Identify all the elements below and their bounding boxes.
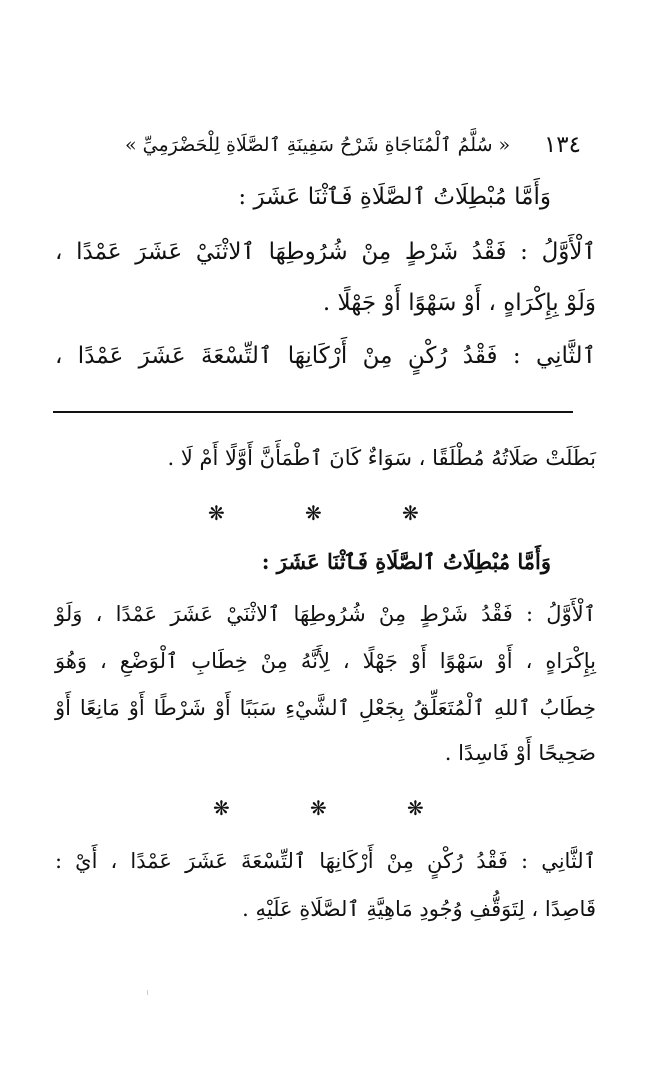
star-ornament-icon: ❋ <box>213 796 230 820</box>
main-text-line-2: ٱلْأَوَّلُ : فَقْدُ شَرْطٍ مِنْ شُرُوطِهَا ٱلاثْنَيْ عَشَرَ عَمْدًا ، <box>55 239 596 265</box>
commentary-continuation: بَطَلَتْ صَلَاتُهُ مُطْلَقًا ، سَوَاءٌ كَانَ ٱطْمَأَنَّ أَوَّلًا أَمْ لَا . <box>167 446 596 470</box>
page-number: ١٣٤ <box>543 132 581 158</box>
commentary-line-5: ٱلثَّانِي : فَقْدُ رُكْنٍ مِنْ أَرْكَانِهَا ٱلتِّسْعَةَ عَشَرَ عَمْدًا ، أَيْ : <box>55 849 596 873</box>
commentary-line-2: بِإِكْرَاهٍ ، أَوْ سَهْوًا أَوْ جَهْلًا ، لِأَنَّهُ مِنْ خِطَابِ ٱلْوَضْعِ ، وَهُوَ <box>55 649 596 673</box>
star-ornament-icon: ❋ <box>310 796 327 820</box>
main-text-line-4: ٱلثَّانِي : فَقْدُ رُكْنٍ مِنْ أَرْكَانِهَا ٱلتِّسْعَةَ عَشَرَ عَمْدًا ، <box>55 343 596 369</box>
star-ornament-icon: ❋ <box>208 501 225 525</box>
main-text-line-1: وَأَمَّا مُبْطِلَاتُ ٱلصَّلَاةِ فَٱثْنَا عَشَرَ : <box>238 184 551 210</box>
star-ornament-icon: ❋ <box>305 501 322 525</box>
section-divider <box>53 411 573 413</box>
commentary-line-1: ٱلْأَوَّلُ : فَقْدُ شَرْطٍ مِنْ شُرُوطِهَا ٱلاثْنَيْ عَشَرَ عَمْدًا ، وَلَوْ <box>55 602 596 626</box>
star-ornament-icon: ❋ <box>407 796 424 820</box>
main-text-line-3: وَلَوْ بِإِكْرَاهٍ ، أَوْ سَهْوًا أَوْ جَهْلًا . <box>322 290 596 316</box>
commentary-line-3: خِطَابُ ٱللهِ ٱلْمُتَعَلِّقُ بِجَعْلِ ٱلشَّيْءِ سَبَبًا أَوْ شَرْطًا أَوْ مَانِعًا أَوْ <box>55 696 596 720</box>
commentary-heading: وَأَمَّا مُبْطِلَاتُ ٱلصَّلَاةِ فَٱثْنَا عَشَرَ : <box>261 549 551 574</box>
star-ornament-icon: ❋ <box>402 501 419 525</box>
separator-stars-1 <box>100 501 560 525</box>
separator-stars-2 <box>100 796 560 820</box>
commentary-line-4: صَحِيحًا أَوْ فَاسِدًا . <box>444 741 596 765</box>
page-mark <box>147 990 148 995</box>
page-header <box>125 128 581 162</box>
running-title: « سُلَّمُ ٱلْمُنَاجَاةِ شَرْحُ سَفِينَةِ ٱلصَّلَاةِ لِلْحَضْرَمِيِّ » <box>125 134 511 156</box>
commentary-line-6: قَاصِدًا ، لِتَوَقُّفِ وُجُودِ مَاهِيَّةِ ٱلصَّلَاةِ عَلَيْهِ . <box>242 897 596 921</box>
